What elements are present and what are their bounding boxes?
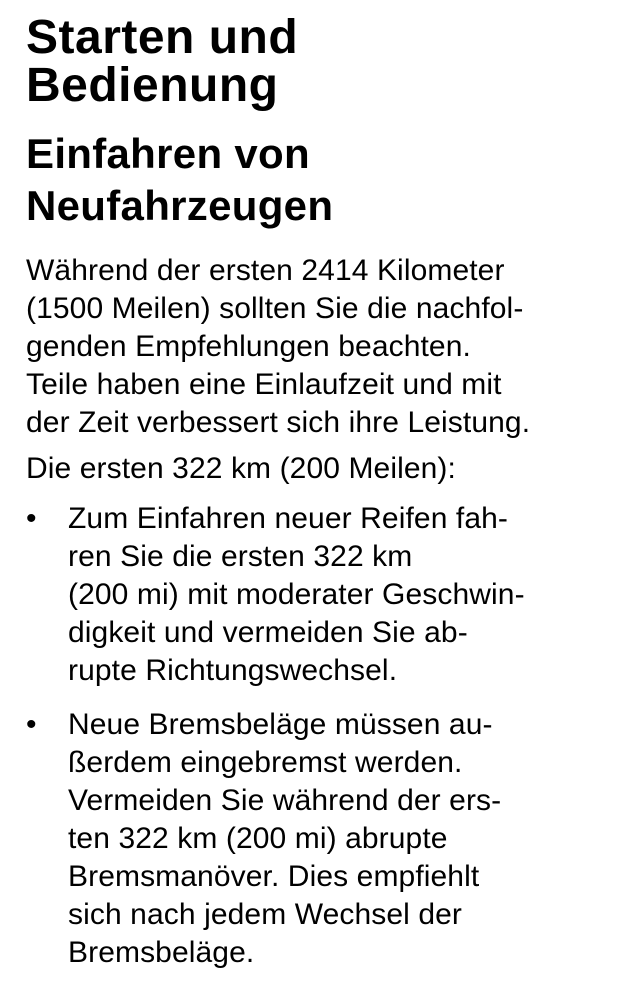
- bullet-text-brakes: Neue Bremsbeläge müssen au- ßerdem eingebremst werden. Vermeiden Sie während der ers- ten 322 km (200 mi) abrupte Bremsmanöver. Dies empfiehlt sich nach jedem Wechsel der Bremsbeläge.: [68, 708, 502, 969]
- chapter-title: Starten und Bedienung: [26, 11, 299, 112]
- bullet-text-tires: Zum Einfahren neuer Reifen fah- ren Sie die ersten 322 km (200 mi) mit moderater Geschwin- digkeit und vermeiden Sie ab- rupte Richtungswechsel.: [68, 502, 525, 687]
- section-heading: Einfahren von Neufahrzeugen: [26, 130, 334, 229]
- bullet-item-tires: [26, 500, 623, 690]
- bullet-marker: •: [26, 708, 37, 741]
- intro-paragraph: Während der ersten 2414 Kilometer (1500 Meilen) sollten Sie die nachfol- genden Empfehlungen beachten. Teile haben eine Einlaufzeit und mit der Zeit verbessert sich ihre Leistung.: [26, 254, 531, 439]
- bullet-item-brakes: [26, 706, 623, 972]
- lead-in-paragraph: Die ersten 322 km (200 Meilen):: [26, 452, 456, 485]
- bullet-marker: •: [26, 502, 37, 535]
